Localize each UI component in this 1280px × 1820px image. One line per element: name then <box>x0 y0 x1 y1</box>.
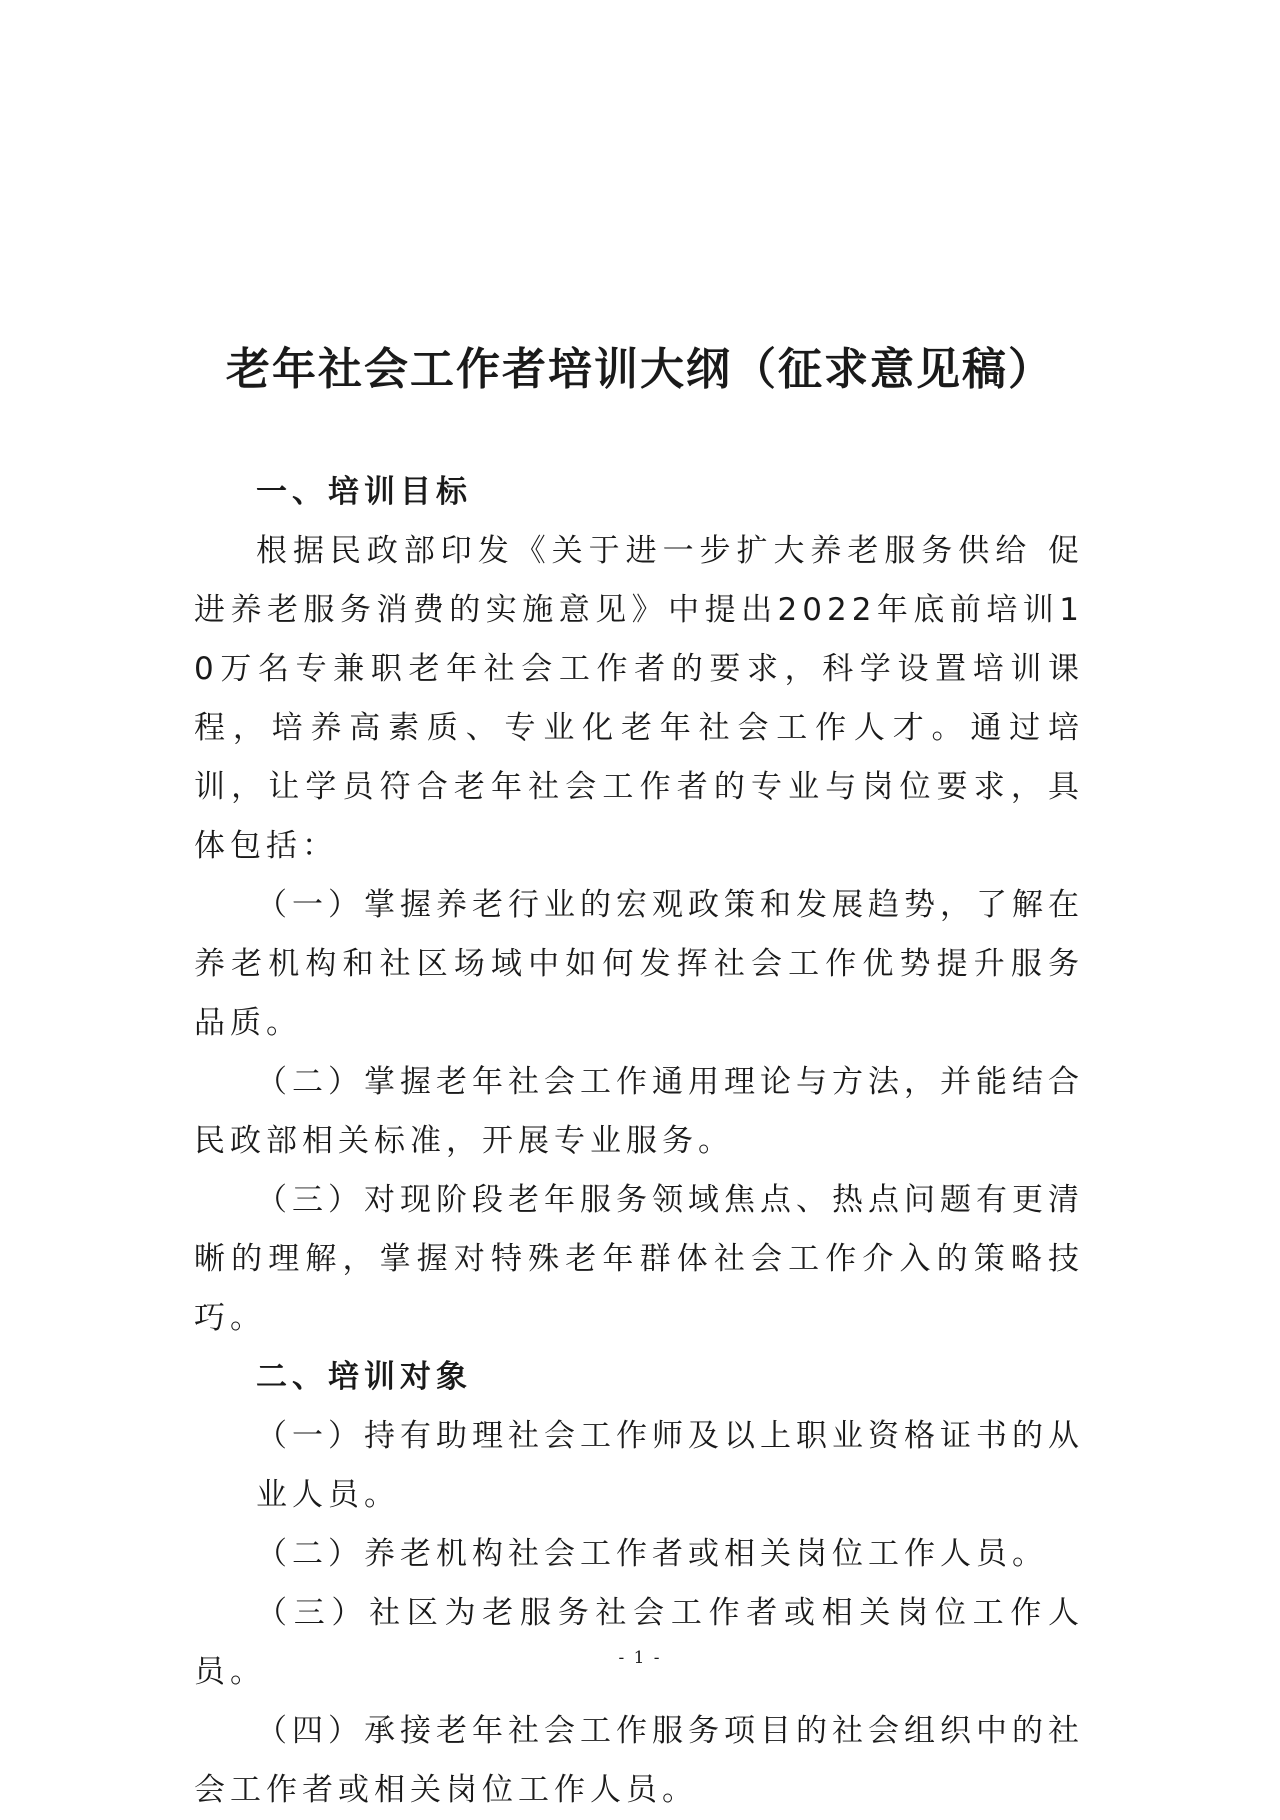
section-heading-training-targets: 二、培训对象 <box>256 1359 472 1395</box>
target-item-4: （四）承接老年社会工作服务项目的社会组织中的社会工作者或相关岗位工作人员。 <box>194 1713 1084 1808</box>
target-item-3: （三）社区为老服务社会工作者或相关岗位工作人员。 <box>194 1595 1084 1690</box>
target-item-1: （一）持有助理社会工作师及以上职业资格证书的从业人员。 <box>256 1418 1084 1513</box>
document-body <box>194 463 1084 1820</box>
document-title: 老年社会工作者培训大纲（征求意见稿） <box>226 344 1054 395</box>
target-item-2: （二）养老机构社会工作者或相关岗位工作人员。 <box>256 1536 1048 1572</box>
goal-item-3: （三）对现阶段老年服务领域焦点、热点问题有更清晰的理解，掌握对特殊老年群体社会工作介入的策略技巧。 <box>194 1182 1084 1336</box>
goal-item-1: （一）掌握养老行业的宏观政策和发展趋势，了解在养老机构和社区场域中如何发挥社会工作优势提升服务品质。 <box>194 887 1084 1041</box>
paragraph-intro: 根据民政部印发《关于进一步扩大养老服务供给 促进养老服务消费的实施意见》中提出2022年底前培训10万名专兼职老年社会工作者的要求，科学设置培训课程，培养高素质、专业化老年社会工作人才。通过培训，让学员符合老年社会工作者的专业与岗位要求，具体包括： <box>194 533 1084 864</box>
section-heading-training-goals: 一、培训目标 <box>256 474 472 510</box>
goal-item-2: （二）掌握老年社会工作通用理论与方法，并能结合民政部相关标准，开展专业服务。 <box>194 1064 1084 1159</box>
page-number: - 1 - <box>618 1648 662 1668</box>
